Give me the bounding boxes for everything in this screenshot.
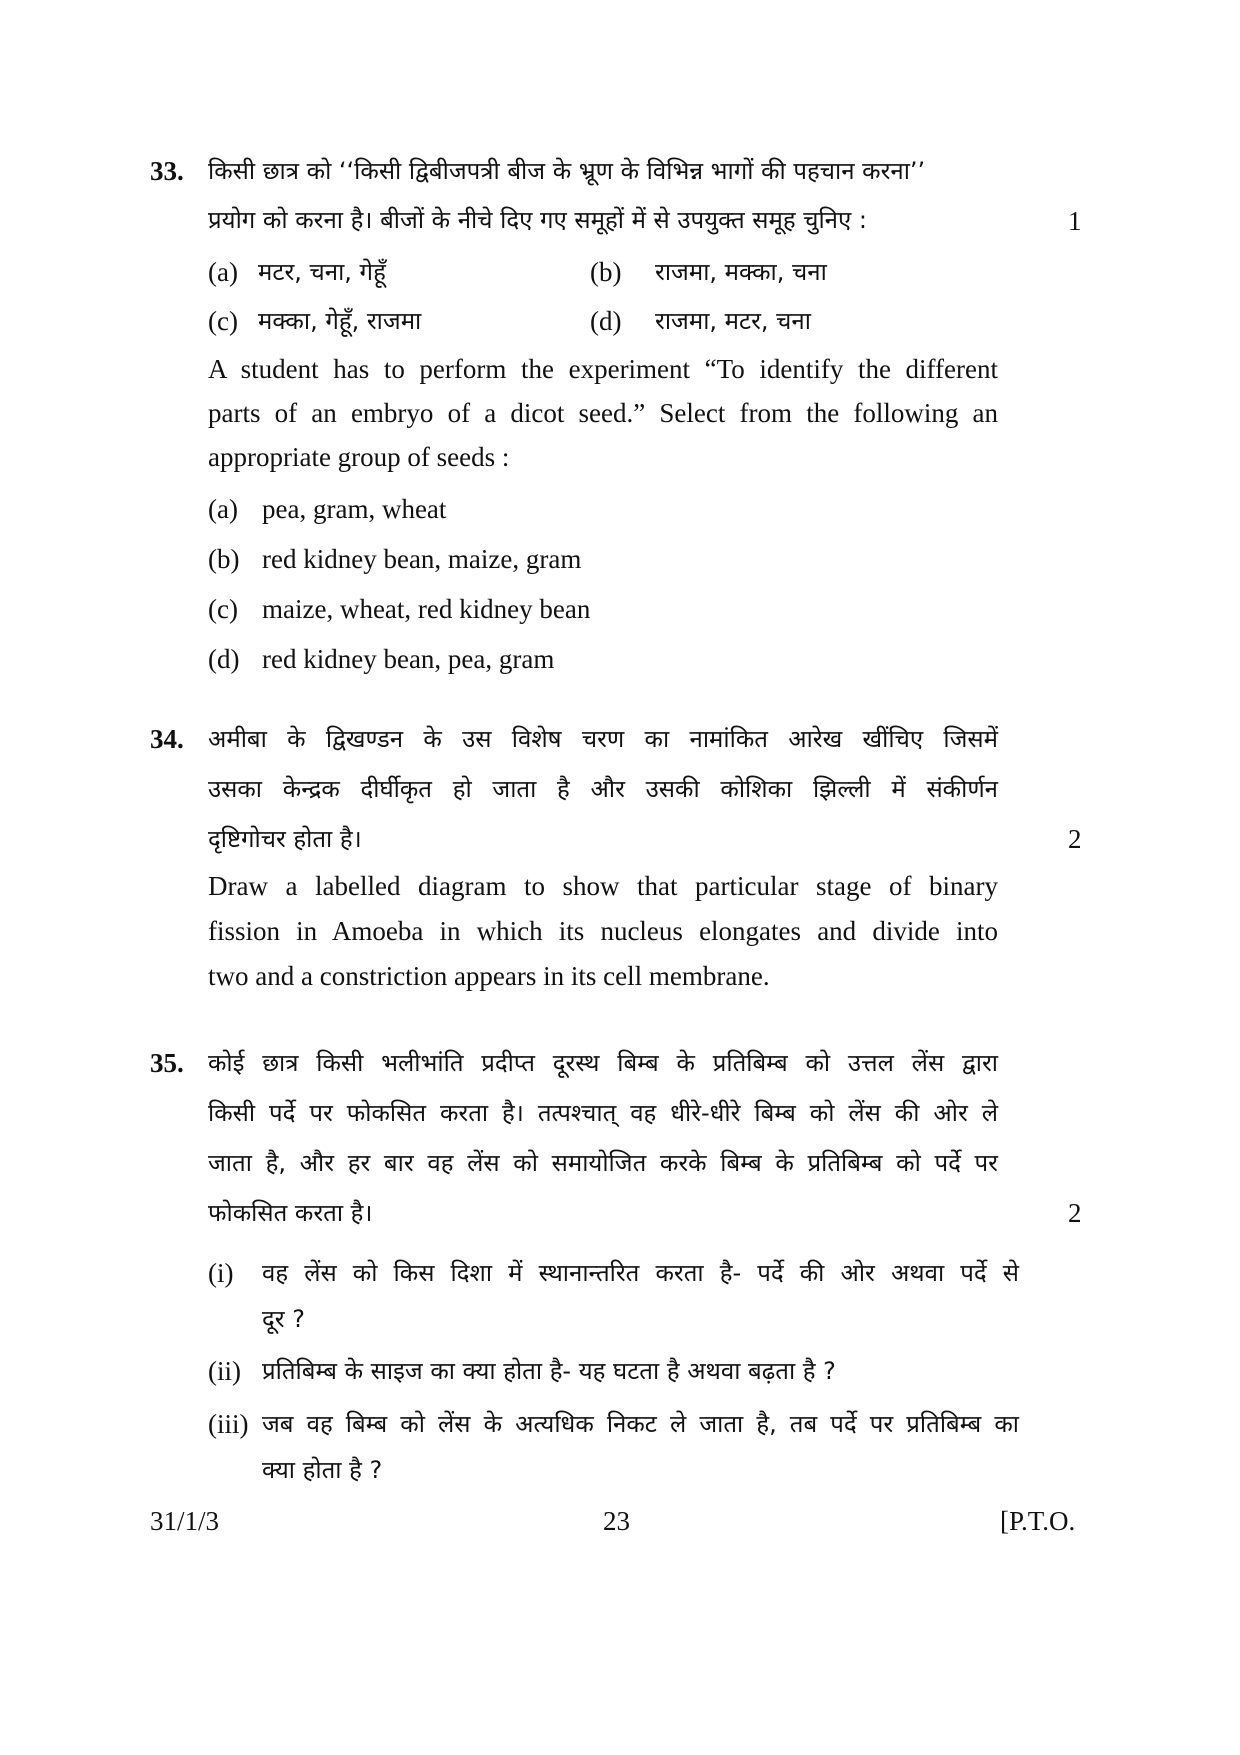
sub-question-text: दूर ? [262, 1305, 305, 1333]
option-text: pea, gram, wheat [262, 494, 447, 524]
option-text: मक्का, गेहूँ, राजमा [258, 307, 422, 335]
question-34-english-line-2: fission in Amoeba in which its nucleus elongates and divide into [208, 916, 998, 946]
question-33-english-line-1: A student has to perform the experiment “To identify the different [208, 354, 998, 384]
option-label: (d) [208, 644, 240, 674]
marks: 1 [1068, 206, 1082, 236]
sub-question-text: प्रतिबिम्ब के साइज का क्या होता है- यह घटता है अथवा बढ़ता है ? [262, 1357, 836, 1385]
question-33-english-line-2: parts of an embryo of a dicot seed.” Select from the following an [208, 398, 998, 428]
question-35-hindi-line-1: कोई छात्र किसी भलीभांति प्रदीप्त दूरस्थ बिम्ब के प्रतिबिम्ब को उत्तल लेंस द्वारा [208, 1049, 998, 1077]
option-label: (a) [208, 494, 238, 524]
option-text: मटर, चना, गेहूँ [258, 258, 386, 286]
option-label: (c) [208, 306, 238, 336]
question-34-hindi-line-2: उसका केन्द्रक दीर्घीकृत हो जाता है और उसकी कोशिका झिल्ली में संकीर्णन [208, 775, 998, 803]
sub-question-label: (ii) [208, 1356, 241, 1386]
sub-question-label: (i) [208, 1258, 234, 1288]
question-35-hindi-line-4: फोकसित करता है। [208, 1199, 373, 1227]
question-number: 35. [150, 1048, 184, 1078]
question-number: 33. [150, 156, 184, 186]
please-turn-over: [P.T.O. [1000, 1506, 1076, 1536]
option-text: राजमा, मक्का, चना [655, 258, 827, 286]
sub-question-text: जब वह बिम्ब को लेंस के अत्यधिक निकट ले जाता है, तब पर्दे पर प्रतिबिम्ब का [262, 1410, 1019, 1438]
option-label: (c) [208, 594, 238, 624]
option-text: maize, wheat, red kidney bean [262, 594, 591, 624]
sub-question-text: क्या होता है ? [262, 1456, 383, 1484]
sub-question-text: वह लेंस को किस दिशा में स्थानान्तरित करता है- पर्दे की ओर अथवा पर्दे से [262, 1259, 1019, 1287]
question-33-hindi-line-2: प्रयोग को करना है। बीजों के नीचे दिए गए समूहों में से उपयुक्त समूह चुनिए : [208, 206, 867, 234]
option-label: (b) [590, 257, 622, 287]
sub-question-label: (iii) [208, 1409, 249, 1439]
paper-code: 31/1/3 [150, 1506, 220, 1536]
option-label: (b) [208, 544, 240, 574]
question-35-hindi-line-3: जाता है, और हर बार वह लेंस को समायोजित करके बिम्ब के प्रतिबिम्ब को पर्दे पर [208, 1149, 998, 1177]
option-text: red kidney bean, maize, gram [262, 544, 582, 574]
question-33-hindi-line-1: किसी छात्र को ‘‘किसी द्विबीजपत्री बीज के भ्रूण के विभिन्न भागों की पहचान करना’’ [208, 157, 926, 185]
option-label: (a) [208, 257, 238, 287]
question-34-english-line-3: two and a constriction appears in its cell membrane. [208, 961, 770, 991]
option-label: (d) [590, 306, 622, 336]
marks: 2 [1068, 1198, 1082, 1228]
question-34-english-line-1: Draw a labelled diagram to show that particular stage of binary [208, 871, 998, 901]
question-35-hindi-line-2: किसी पर्दे पर फोकसित करता है। तत्पश्चात् वह धीरे-धीरे बिम्ब को लेंस की ओर ले [208, 1099, 998, 1127]
marks: 2 [1068, 824, 1082, 854]
option-text: राजमा, मटर, चना [655, 307, 811, 335]
question-34-hindi-line-1: अमीबा के द्विखण्डन के उस विशेष चरण का नामांकित आरेख खींचिए जिसमें [208, 725, 998, 753]
option-text: red kidney bean, pea, gram [262, 644, 555, 674]
question-34-hindi-line-3: दृष्टिगोचर होता है। [208, 825, 362, 853]
question-number: 34. [150, 724, 184, 754]
page-number: 23 [603, 1506, 630, 1536]
question-33-english-line-3: appropriate group of seeds : [208, 442, 510, 472]
